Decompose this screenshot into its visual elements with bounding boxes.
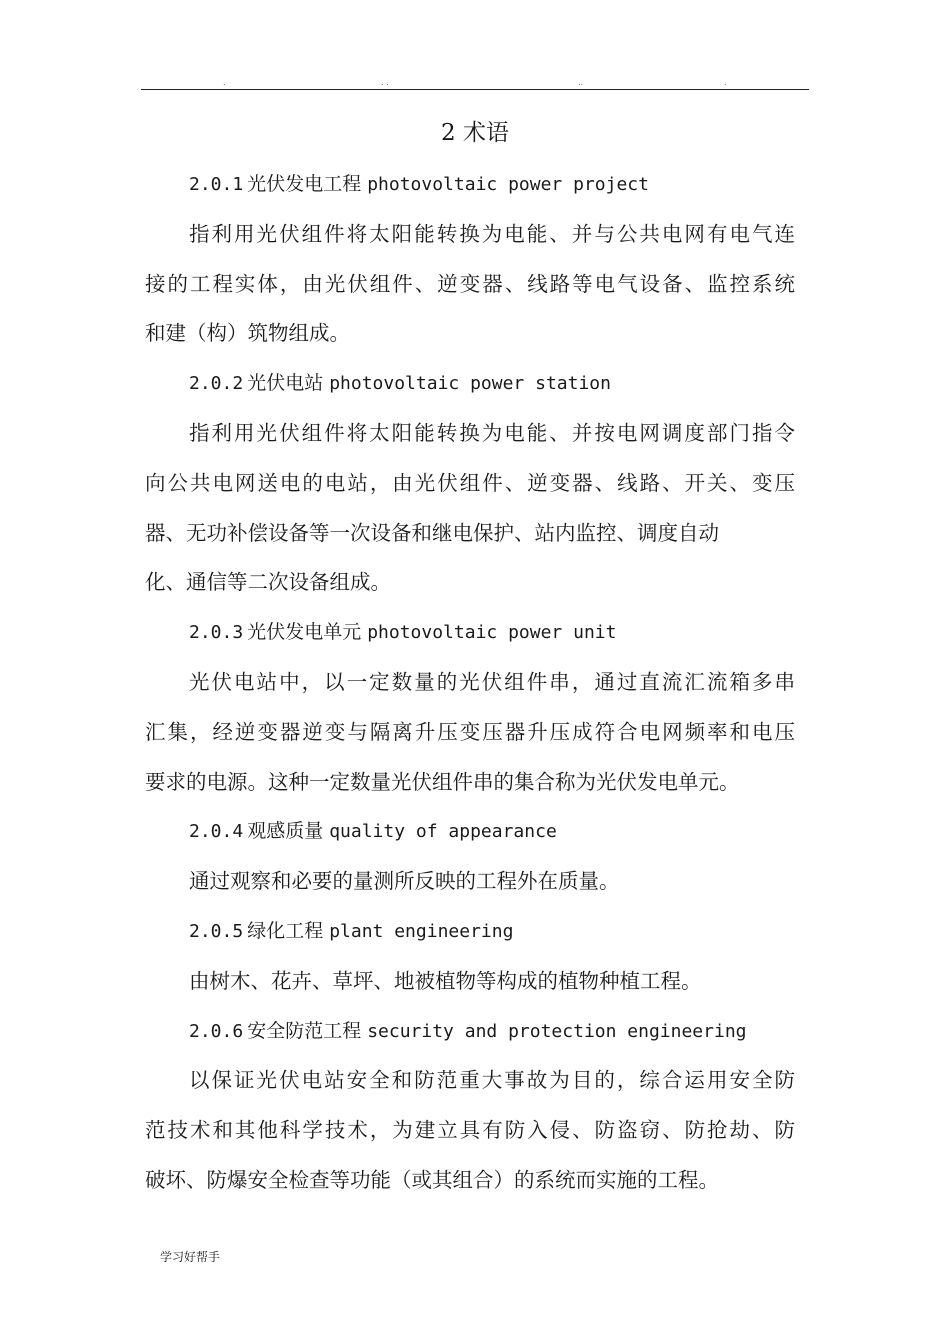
paragraph-line: 通过观察和必要的量测所反映的工程外在质量。 (189, 869, 620, 894)
paragraph-line: 向公共电网送电的电站，由光伏组件、逆变器、线路、开关、变压 (145, 470, 795, 495)
term-number: 2.0.2 (189, 373, 244, 395)
paragraph-line: 以保证光伏电站安全和防范重大事故为目的，综合运用安全防 (189, 1068, 795, 1093)
term-number: 2.0.6 (189, 1020, 244, 1042)
header-rule (141, 89, 809, 90)
paragraph-line: 要求的电源。这种一定数量光伏组件串的集合称为光伏发电单元。 (145, 769, 740, 794)
paragraph-line: 破坏、防爆安全检查等功能（或其组合）的系统而实施的工程。 (145, 1167, 719, 1192)
term-chinese: 光伏电站 (247, 372, 324, 395)
term-heading (145, 807, 795, 857)
term-number: 2.0.4 (189, 821, 244, 843)
paragraph-line: 由树木、花卉、草坪、地被植物等构成的植物种植工程。 (189, 968, 702, 993)
header-mark: .. (578, 78, 584, 87)
header-mark: . . (381, 78, 389, 87)
term-chinese: 光伏发电工程 (247, 173, 362, 195)
term-chinese: 观感质量 (247, 820, 324, 843)
term-heading (145, 907, 795, 957)
term-heading (145, 1007, 795, 1057)
paragraph-line: 汇集，经逆变器逆变与隔离升压变压器升压成符合电网频率和电压 (145, 719, 795, 744)
term-english: security and protection engineering (367, 1020, 747, 1042)
term-chinese: 光伏发电单元 (247, 621, 362, 644)
header-mark: . (724, 78, 727, 87)
term-heading (145, 160, 795, 210)
page-title: 2 术语 (441, 120, 509, 146)
term-english: photovoltaic power project (367, 174, 649, 195)
term-english: photovoltaic power station (329, 373, 611, 395)
page-footer: 学习好帮手 (160, 1250, 221, 1264)
paragraph-line: 化、通信等二次设备组成。 (145, 570, 391, 595)
term-heading (145, 608, 795, 658)
term-english: photovoltaic power unit (367, 622, 617, 644)
document-body (145, 160, 795, 1206)
term-chinese: 安全防范工程 (247, 1019, 362, 1042)
paragraph-line: 指利用光伏组件将太阳能转换为电能、并与公共电网有电气连 (189, 221, 795, 246)
paragraph-line: 接的工程实体，由光伏组件、逆变器、线路等电气设备、监控系统 (145, 271, 795, 296)
header-mark: . (223, 78, 226, 87)
term-chinese: 绿化工程 (247, 919, 324, 942)
term-english: plant engineering (329, 920, 514, 942)
term-number: 2.0.1 (189, 174, 244, 195)
term-heading (145, 359, 795, 409)
term-number: 2.0.5 (189, 920, 244, 942)
term-english: quality of appearance (329, 821, 557, 843)
paragraph-line: 器、无功补偿设备等一次设备和继电保护、站内监控、调度自动 (145, 520, 719, 545)
paragraph-line: 光伏电站中，以一定数量的光伏组件串，通过直流汇流箱多串 (189, 669, 795, 694)
paragraph-line: 范技术和其他科学技术，为建立具有防入侵、防盗窃、防抢劫、防 (145, 1118, 795, 1143)
term-number: 2.0.3 (189, 622, 244, 644)
paragraph-line: 指利用光伏组件将太阳能转换为电能、并按电网调度部门指令 (189, 420, 795, 445)
paragraph-line: 和建（构）筑物组成。 (145, 321, 350, 346)
